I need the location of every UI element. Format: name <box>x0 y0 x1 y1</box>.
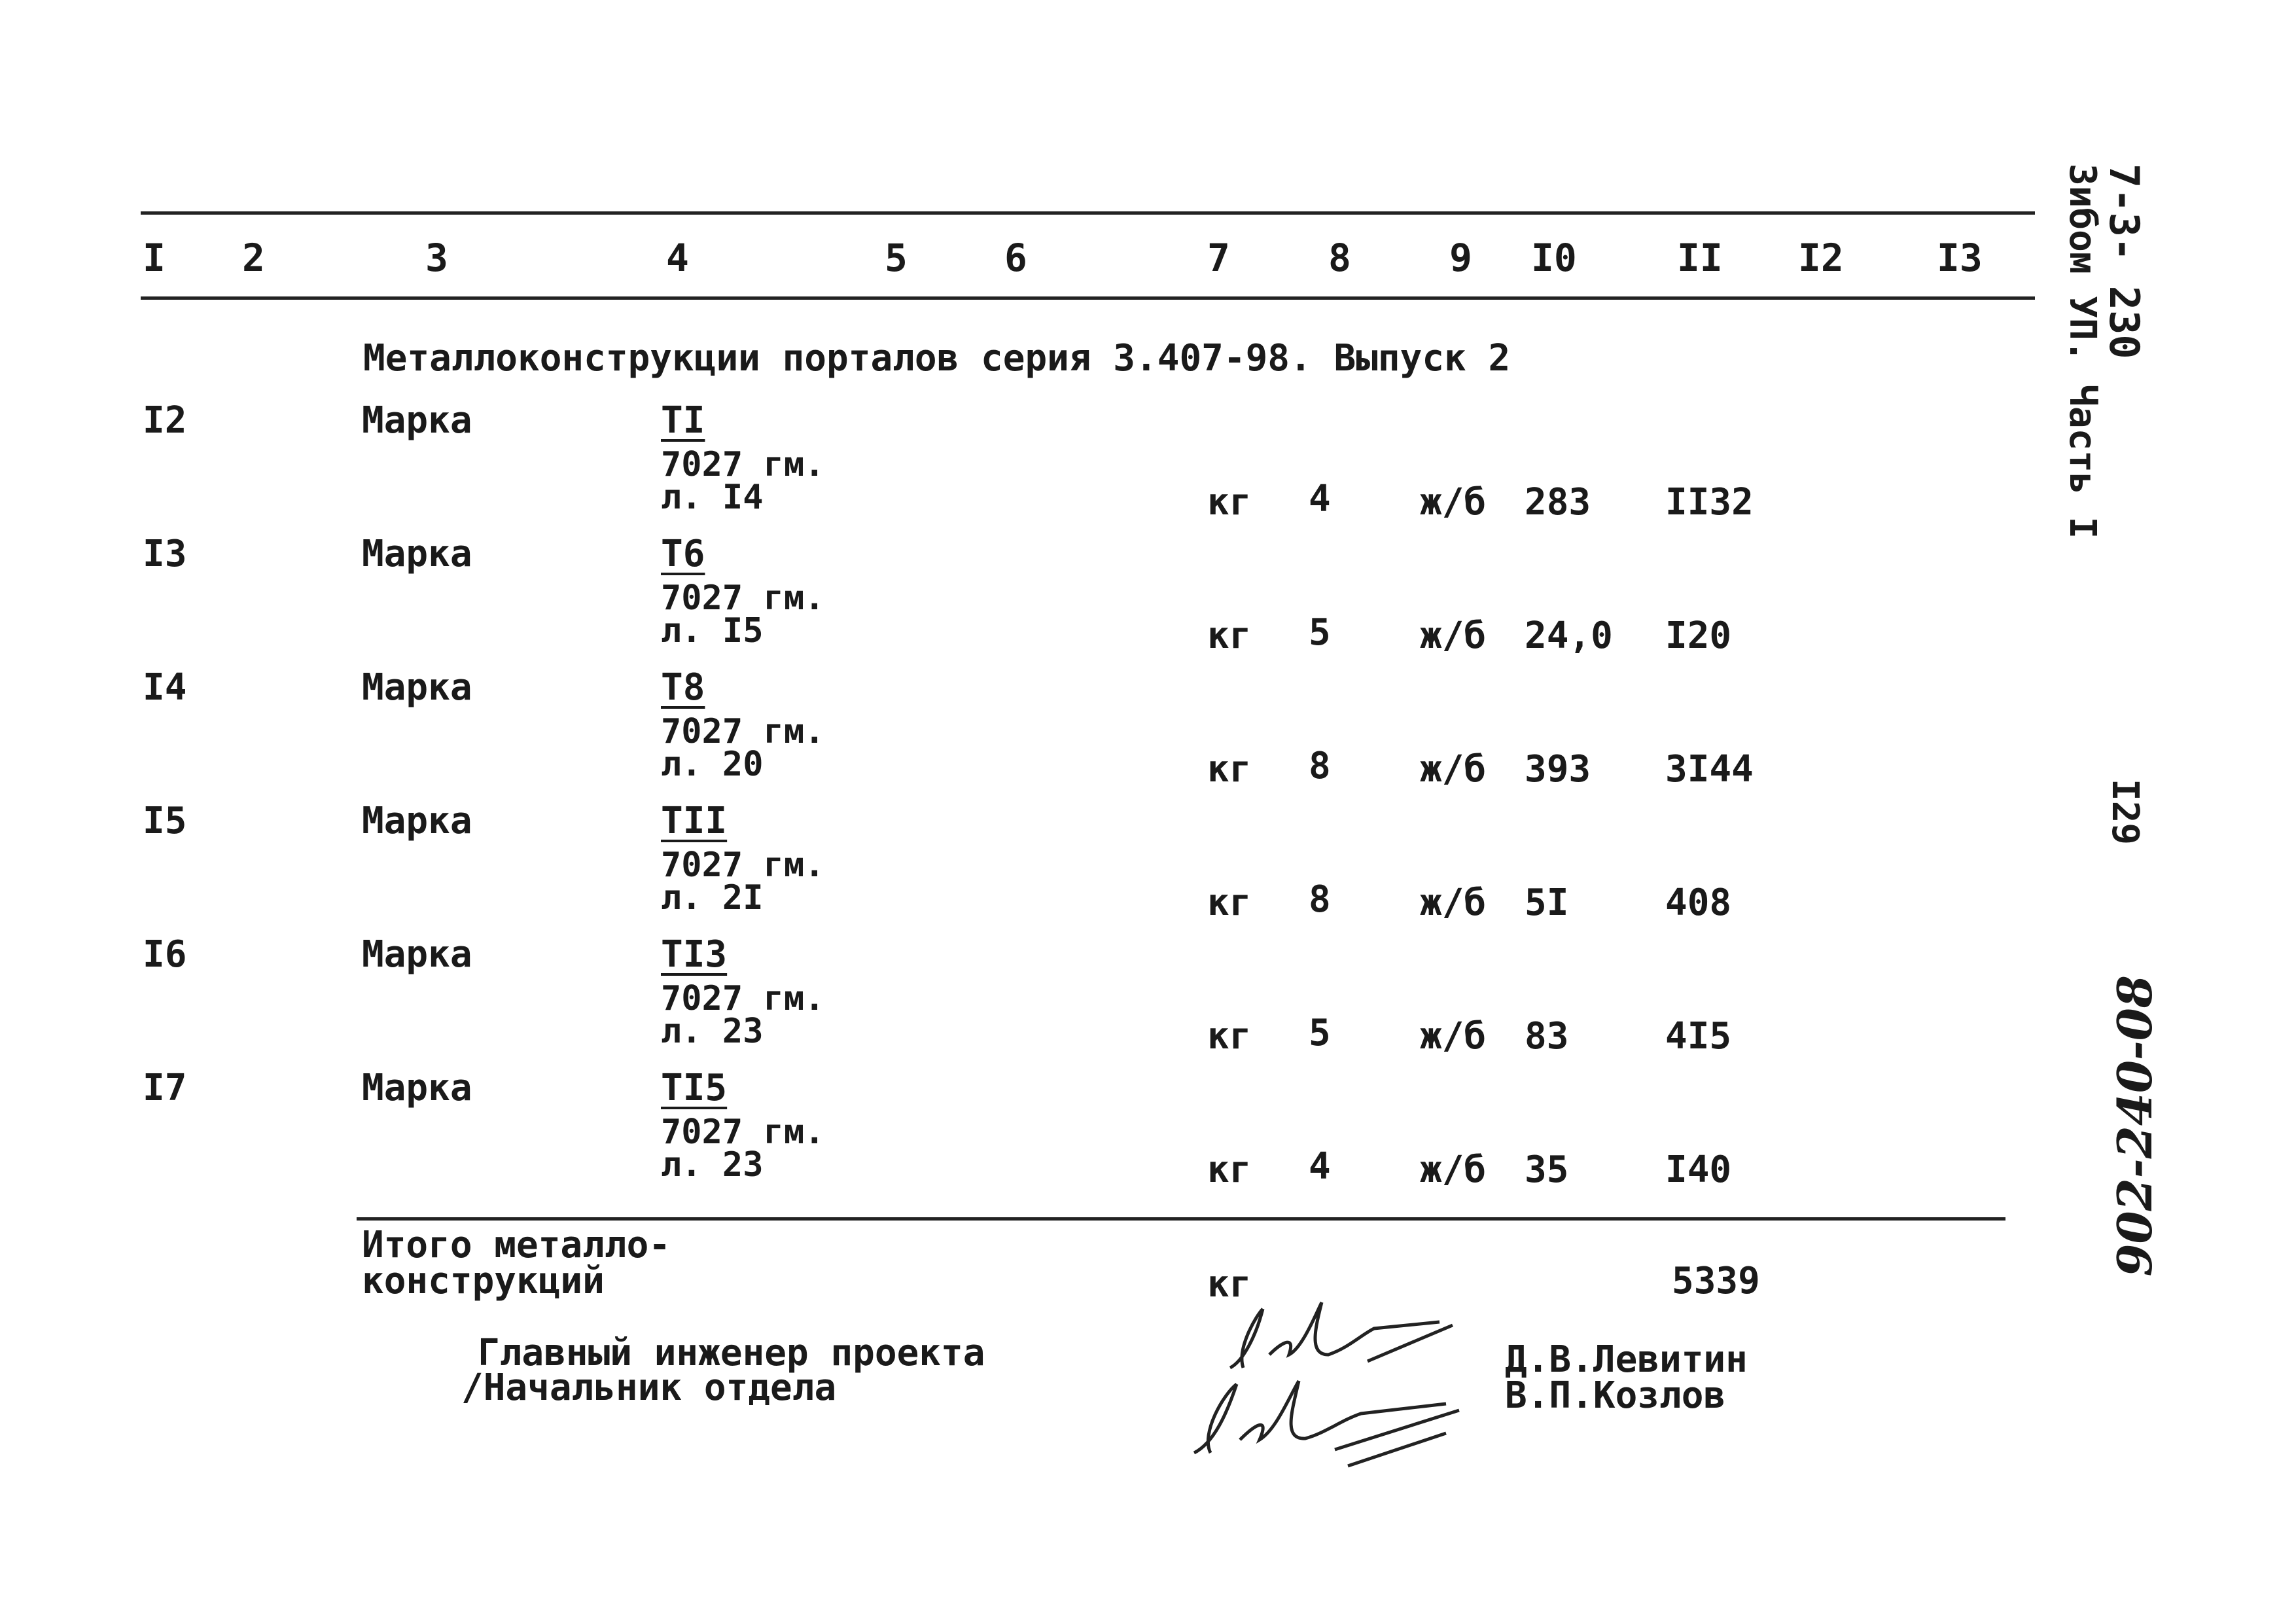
row-quantity: 4 <box>1309 478 1331 520</box>
row-sheet: л. 23 <box>661 1012 764 1051</box>
signature-role-line1: Главный инженер проекта <box>478 1332 985 1374</box>
row-label: Марка <box>362 666 472 709</box>
row-unit: кг <box>1207 1015 1252 1058</box>
row-unit-mass: 283 <box>1525 481 1591 524</box>
total-label-line1: Итого металло- <box>362 1224 671 1266</box>
signature-role-line2: /Начальник отдела <box>461 1366 837 1409</box>
row-unit: кг <box>1207 748 1252 791</box>
side-volume: Зибом УП. Часть I <box>2061 164 2104 539</box>
row-doc: 7027 гм. <box>661 846 825 885</box>
handwritten-signature-2 <box>1184 1368 1472 1472</box>
row-total: 3I44 <box>1665 748 1754 791</box>
row-total: 408 <box>1665 882 1732 924</box>
column-header: I <box>143 236 166 280</box>
row-doc: 7027 гм. <box>661 579 825 618</box>
row-doc: 7027 гм. <box>661 979 825 1018</box>
total-unit: кг <box>1207 1263 1252 1306</box>
row-total: I20 <box>1665 615 1732 657</box>
column-header: 4 <box>666 236 689 280</box>
row-doc: 7027 гм. <box>661 712 825 751</box>
row-unit-mass: 5I <box>1525 882 1569 924</box>
row-material: ж/б <box>1420 748 1487 791</box>
row-quantity: 5 <box>1309 1012 1331 1054</box>
column-header: I2 <box>1798 236 1844 280</box>
row-material: ж/б <box>1420 1015 1487 1058</box>
row-doc: 7027 гм. <box>661 445 825 484</box>
column-header: 3 <box>425 236 448 280</box>
column-header: 7 <box>1207 236 1230 280</box>
row-label: Марка <box>362 1067 472 1109</box>
signature-name-2: В.П.Козлов <box>1505 1374 1726 1417</box>
row-material: ж/б <box>1420 1149 1487 1191</box>
row-unit-mass: 83 <box>1525 1015 1569 1058</box>
row-unit-mass: 393 <box>1525 748 1591 791</box>
row-number: I5 <box>143 800 187 842</box>
row-sheet: л. I5 <box>661 611 764 651</box>
row-label: Марка <box>362 399 472 442</box>
row-mark: TI3 <box>661 933 728 976</box>
row-label: Марка <box>362 800 472 842</box>
row-mark: TI <box>661 399 705 442</box>
row-unit-mass: 35 <box>1525 1149 1569 1191</box>
row-total: I40 <box>1665 1149 1732 1191</box>
row-quantity: 8 <box>1309 745 1331 787</box>
row-mark: T8 <box>661 666 705 709</box>
row-total: 4I5 <box>1665 1015 1732 1058</box>
column-header: 2 <box>242 236 265 280</box>
row-material: ж/б <box>1420 615 1487 657</box>
row-number: I3 <box>143 533 187 575</box>
total-label-line2: конструкций <box>362 1260 605 1302</box>
row-sheet: л. I4 <box>661 478 764 517</box>
row-mark: TI5 <box>661 1067 728 1109</box>
row-mark: TII <box>661 800 728 842</box>
row-number: I2 <box>143 399 187 442</box>
row-label: Марка <box>362 533 472 575</box>
row-unit: кг <box>1207 615 1252 657</box>
row-label: Марка <box>362 933 472 976</box>
side-inventory-number: 902-240-08 <box>2107 975 2163 1277</box>
handwritten-signature-1 <box>1217 1289 1466 1381</box>
table-top-rule <box>141 211 2035 215</box>
row-number: I4 <box>143 666 187 709</box>
row-quantity: 8 <box>1309 878 1331 921</box>
row-material: ж/б <box>1420 882 1487 924</box>
column-header: 6 <box>1004 236 1027 280</box>
row-material: ж/б <box>1420 481 1487 524</box>
column-header: 5 <box>885 236 908 280</box>
row-mark: T6 <box>661 533 705 575</box>
section-title: Металлоконструкции порталов серия 3.407-98. Выпуск 2 <box>363 337 1511 380</box>
row-quantity: 5 <box>1309 611 1331 654</box>
side-document-code: 7-3- 230 <box>2100 164 2148 359</box>
row-unit-mass: 24,0 <box>1525 615 1613 657</box>
column-header: I0 <box>1531 236 1577 280</box>
row-unit: кг <box>1207 882 1252 924</box>
totals-rule <box>357 1217 2005 1221</box>
row-sheet: л. 2I <box>661 878 764 918</box>
total-value: 5339 <box>1672 1260 1760 1302</box>
row-unit: кг <box>1207 1149 1252 1191</box>
row-doc: 7027 гм. <box>661 1113 825 1152</box>
signature-name-1: Д.В.Левитин <box>1505 1338 1748 1381</box>
row-unit: кг <box>1207 481 1252 524</box>
row-sheet: л. 20 <box>661 745 764 784</box>
side-page-number: I29 <box>2104 779 2146 846</box>
column-header: II <box>1677 236 1723 280</box>
row-quantity: 4 <box>1309 1145 1331 1188</box>
column-header: I3 <box>1937 236 1983 280</box>
row-number: I7 <box>143 1067 187 1109</box>
row-sheet: л. 23 <box>661 1145 764 1185</box>
row-total: II32 <box>1665 481 1754 524</box>
table-header-rule <box>141 296 2035 300</box>
row-number: I6 <box>143 933 187 976</box>
column-header: 8 <box>1328 236 1351 280</box>
column-header: 9 <box>1449 236 1472 280</box>
